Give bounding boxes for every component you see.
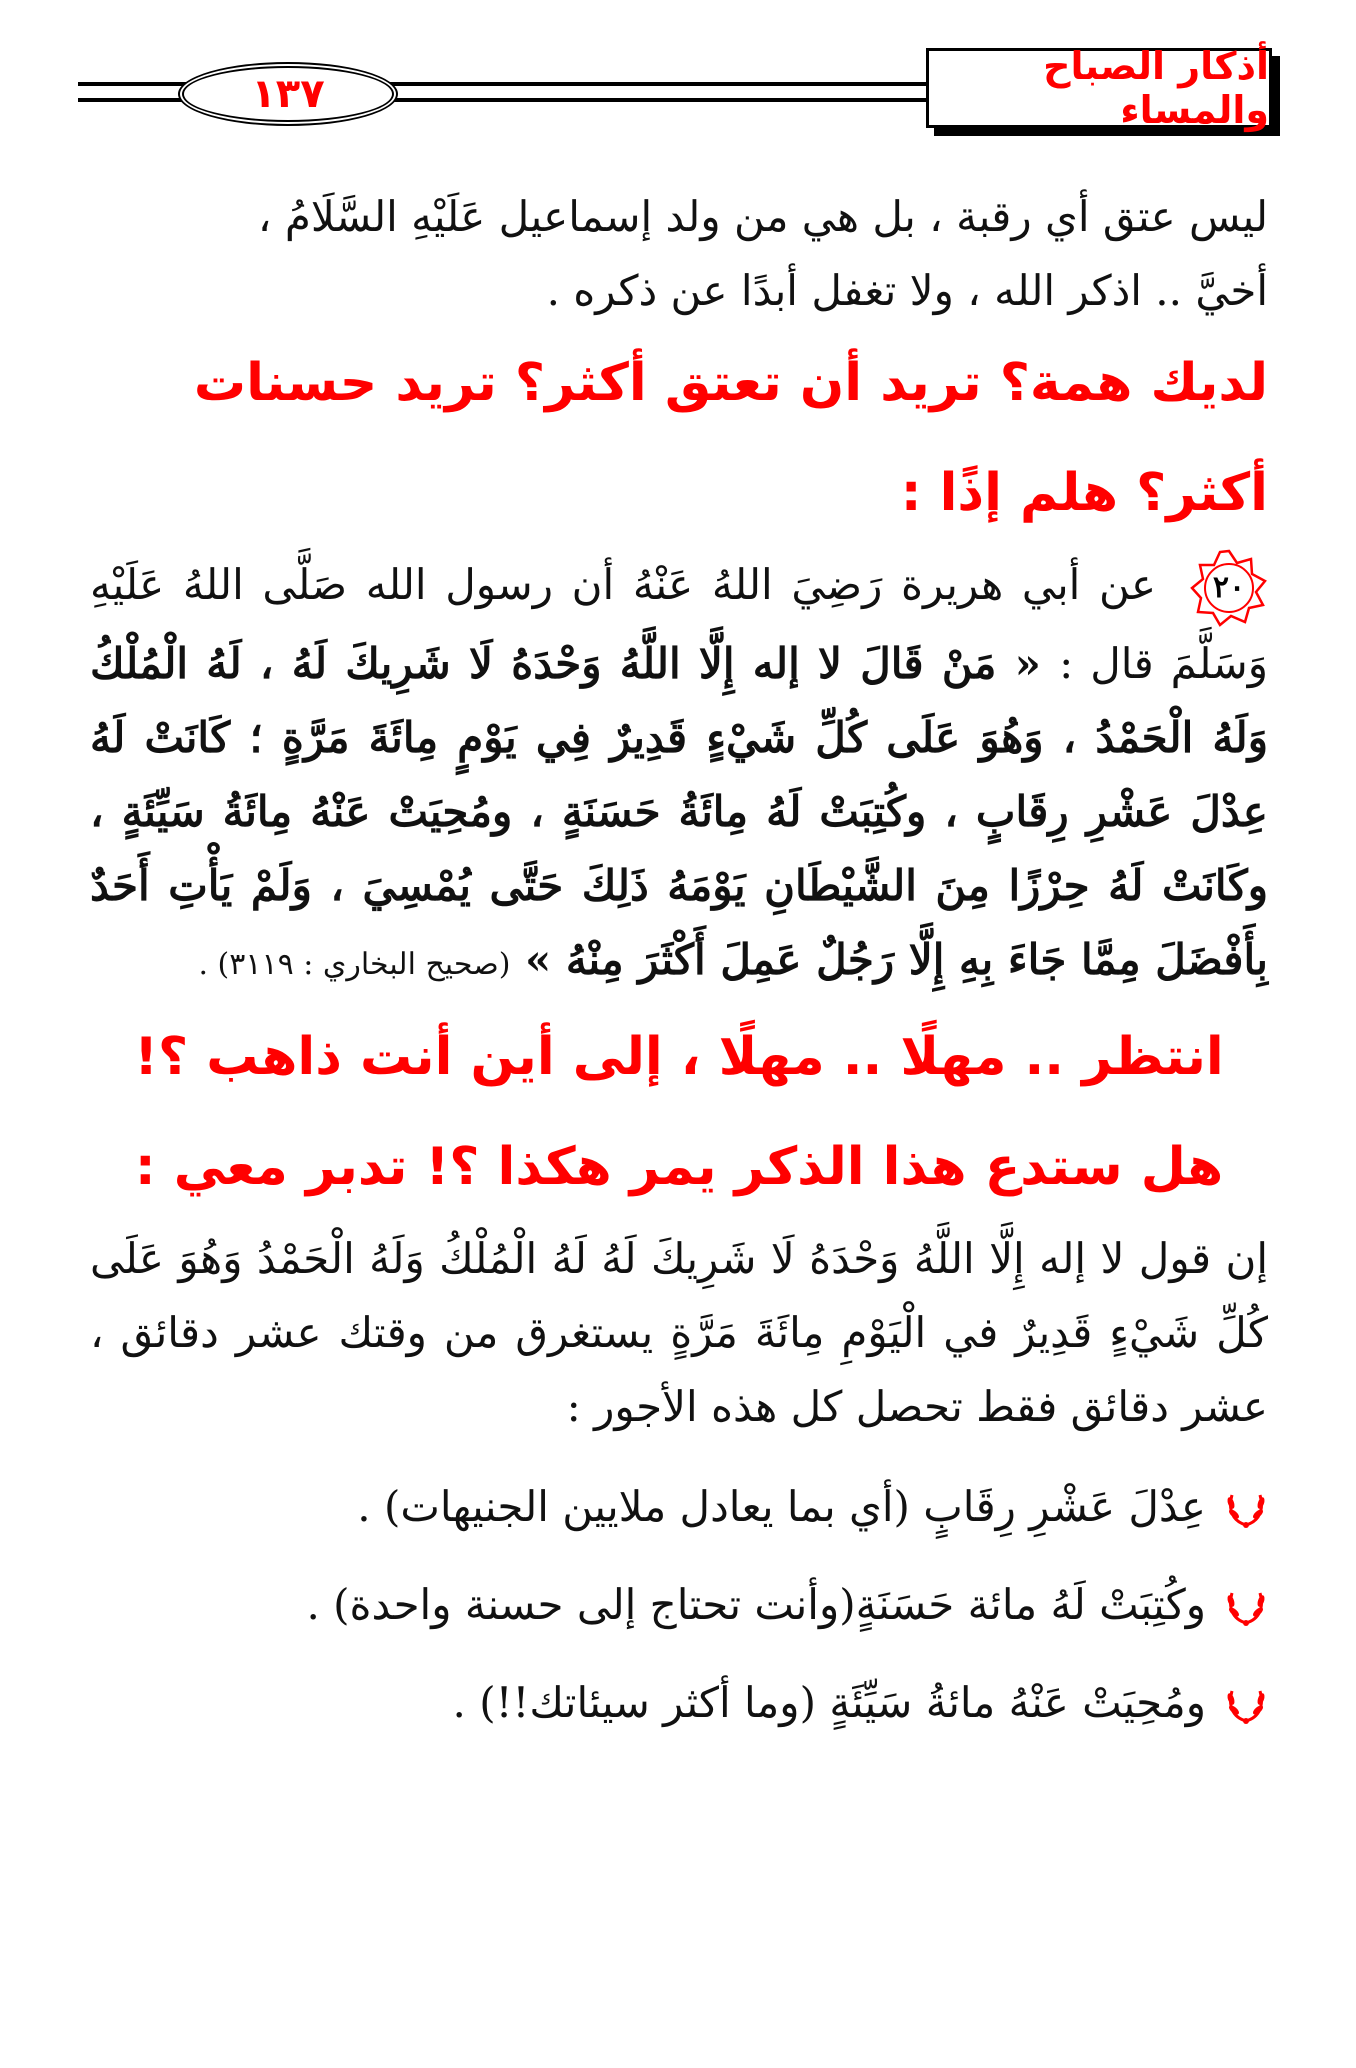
hadith-number-badge	[1190, 549, 1268, 627]
heading-ambition: لديك همة؟ تريد أن تعتق أكثر؟ تريد حسنات أكثر؟ هلم إذًا :	[193, 353, 1268, 523]
hadith-paragraph	[90, 548, 1268, 1002]
book-title-box	[926, 44, 1272, 132]
hadith-narration: عن أبي هريرة رَضِيَ اللهُ عَنْهُ أن رسول الله صَلَّى اللهُ عَلَيْهِ وَسَلَّمَ قال :	[90, 560, 1269, 688]
book-title: أذكار الصباح والمساء	[1043, 44, 1269, 132]
list-item	[90, 1556, 1268, 1654]
hadith-reference: (صحيح البخاري : ٣١١٩) .	[198, 947, 511, 982]
intro-line-1: ليس عتق أي رقبة ، بل هي من ولد إسماعيل عَلَيْهِ السَّلَامُ ،	[257, 192, 1268, 241]
intro-line-2: أخيَّ .. اذكر الله ، ولا تغفل أبدًا عن ذكره .	[546, 266, 1268, 315]
hadith-text: « مَنْ قَالَ لا إله إِلَّا اللَّهُ وَحْدَهُ لَا شَرِيكَ لَهُ ، لَهُ الْمُلْكُ وَلَهُ الْحَمْدُ ، وَهُوَ عَلَى كُلِّ شَيْءٍ قَدِيرٌ فِي يَوْمٍ مِائَةَ مَرَّةٍ ؛ كَانَتْ لَهُ عِدْلَ عَشْرِ رِقَابٍ ، وكُتِبَتْ لَهُ مِائَةُ حَسَنَةٍ ، ومُحِيَتْ عَنْهُ مِائَةُ سَيِّئَةٍ ، وكَانَتْ لَهُ حِرْزًا مِنَ الشَّيْطَانِ يَوْمَهُ ذَلِكَ حَتَّى يُمْسِيَ ، وَلَمْ يَأْتِ أَحَدٌ بِأَفْضَلَ مِمَّا جَاءَ بِهِ إِلَّا رَجُلٌ عَمِلَ أَكْثَرَ مِنْهُ »	[90, 639, 1268, 984]
page-content	[90, 180, 1268, 1752]
page-header	[78, 44, 1278, 148]
list-item-text: ومُحِيَتْ عَنْهُ مائةُ سَيِّئَةٍ (وما أكثر سيئاتك!!) .	[452, 1678, 1206, 1727]
laurel-wreath-icon	[1224, 1681, 1268, 1725]
rewards-list	[90, 1458, 1268, 1752]
list-item	[90, 1654, 1268, 1752]
list-item	[90, 1458, 1268, 1556]
heading-wait: انتظر .. مهلًا .. مهلًا ، إلى أين أنت ذاهب ؟!	[134, 1027, 1224, 1087]
page-number: ١٣٧	[251, 71, 325, 117]
explanation-paragraph: إن قول لا إله إِلَّا اللَّهُ وَحْدَهُ لَا شَرِيكَ لَهُ لَهُ الْمُلْكُ وَلَهُ الْحَمْدُ وَهُوَ عَلَى كُلِّ شَيْءٍ قَدِيرٌ في الْيَوْمِ مِائَةَ مَرَّةٍ يستغرق من وقتك عشر دقائق ، عشر دقائق فقط تحصل كل هذه الأجور :	[90, 1234, 1268, 1431]
list-item-text: وكُتِبَتْ لَهُ مائة حَسَنَةٍ(وأنت تحتاج إلى حسنة واحدة) .	[306, 1580, 1206, 1629]
heading-reflect: هل ستدع هذا الذكر يمر هكذا ؟! تدبر معي :	[134, 1137, 1224, 1197]
hadith-number: ٢٠	[1212, 570, 1246, 605]
page-number-badge	[178, 62, 398, 126]
laurel-wreath-icon	[1224, 1485, 1268, 1529]
laurel-wreath-icon	[1224, 1583, 1268, 1627]
list-item-text: عِدْلَ عَشْرِ رِقَابٍ (أي بما يعادل ملايين الجنيهات) .	[357, 1482, 1206, 1531]
